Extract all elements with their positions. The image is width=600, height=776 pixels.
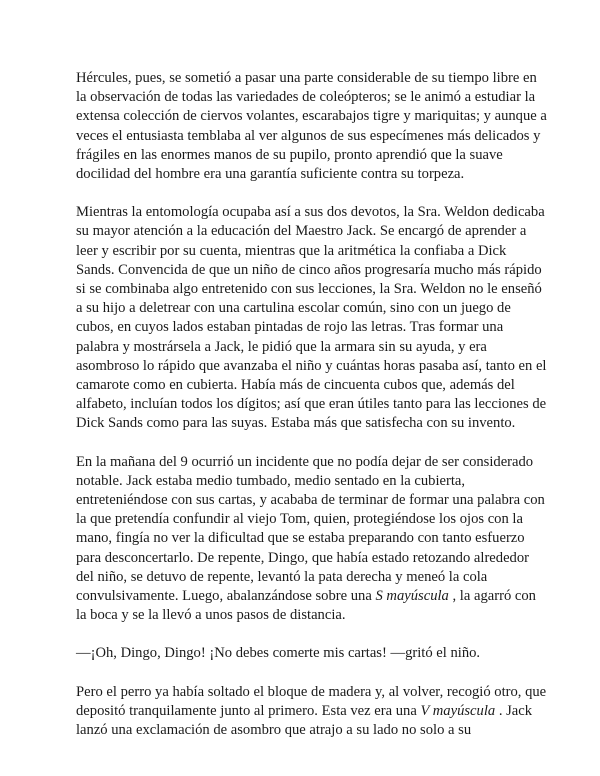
paragraph-dialogue: —¡Oh, Dingo, Dingo! ¡No debes comerte mis cartas! —gritó el niño. (76, 645, 481, 662)
paragraph-dog-returns-tail: . Jack lanzó una exclamación de asombro que atrajo a su lado no solo a su (76, 702, 533, 739)
emphasis-s-mayuscula: S mayúscula (375, 588, 449, 605)
paragraph-dog-returns-text: Pero el perro ya había soltado el bloque de madera y, al volver, recogió otro, que depositó tranquilamente junto al primero. Esta vez era una (76, 683, 547, 719)
emphasis-v-mayuscula: V mayúscula (420, 702, 496, 719)
paragraph-dog-returns (76, 683, 548, 741)
paragraph-morning-incident-tail: , la agarró con la boca y se la llevó a unos pasos de distancia. (76, 588, 536, 624)
document-page (76, 69, 548, 759)
paragraph-entomology: Mientras la entomología ocupaba así a sus dos devotos, la Sra. Weldon dedicaba su mayor atención a la educación del Maestro Jack. Se encargó de aprender a leer y escribir por su cuenta, mientras que la aritmética la confiaba a Dick Sands. Convencida de que un niño de cinco años progresaría mucho más rápido si se combinaba algo entretenido con sus lecciones, la Sra. Weldon no le enseñó a su hijo a deletrear con una cartulina escolar común, sino con un juego de cubos, en cuyos lados estaban pintadas de rojo las letras. Tras formar una palabra y mostrársela a Jack, le pidió que la armara sin su ayuda, y era asombroso lo rápido que avanzaba el niño y cuántas horas pasaba así, tanto en el camarote como en cubierta. Había más de cincuenta cubos que, además del alfabeto, incluían todos los dígitos; así que eran útiles tanto para las lecciones de Dick Sands como para las suyas. Estaba más que satisfecha con su invento. (76, 204, 547, 432)
paragraph-morning-incident (76, 453, 548, 626)
paragraph-morning-incident-text: En la mañana del 9 ocurrió un incidente que no podía dejar de ser considerado notable. Jack estaba medio tumbado, medio sentado en la cubierta, entreteniéndose con sus cartas, y acababa de terminar de formar una palabra con la que pretendía confundir al viejo Tom, quien, protegiéndose los ojos con la mano, fingía no ver la dificultad que se estaba preparando con tanto esfuerzo para desconcertarlo. De repente, Dingo, que había estado retozando alrededor del niño, se detuvo de repente, levantó la pata derecha y meneó la cola convulsivamente. Luego, abalanzándose sobre una (76, 453, 545, 605)
paragraph-hercules: Hércules, pues, se sometió a pasar una parte considerable de su tiempo libre en la observación de todas las variedades de coleópteros; se le animó a estudiar la extensa colección de ciervos volantes, escarabajos tigre y mariquitas; y aunque a veces el entusiasta temblaba al ver algunos de sus especímenes más delicados y frágiles en las enormes manos de su pupilo, pronto aprendió que la suave docilidad del hombre era una garantía suficiente contra su torpeza. (76, 70, 547, 183)
